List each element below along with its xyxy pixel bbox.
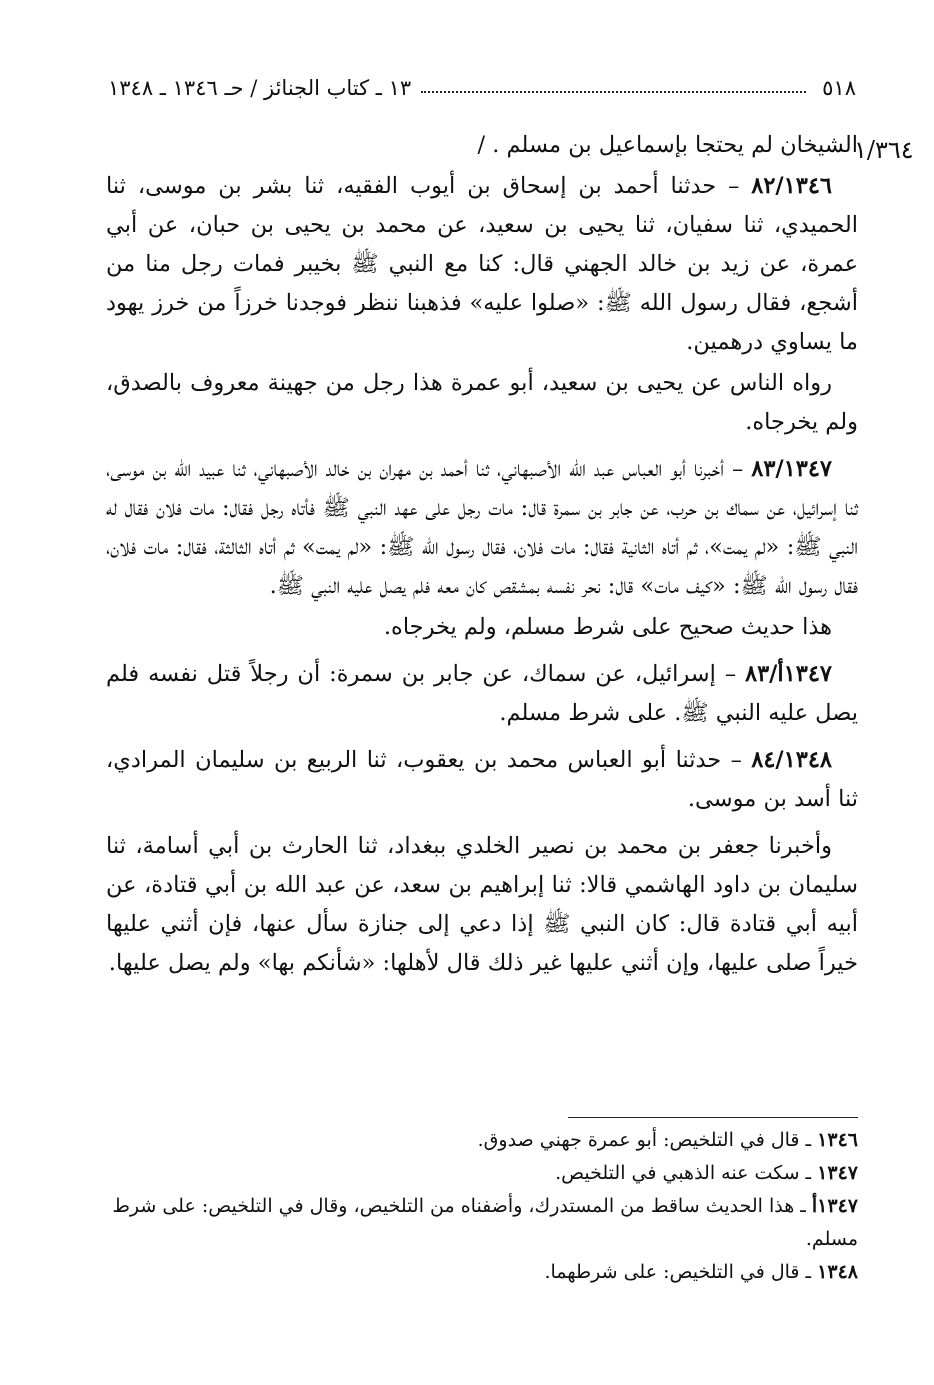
- footnote: [106, 1157, 858, 1190]
- hadith-number: ٨٣/١٣٤٧: [751, 456, 832, 482]
- footnote: [106, 1256, 858, 1289]
- hadith-1346: [106, 167, 858, 362]
- hadith-number: ٨٢/١٣٤٦: [751, 173, 832, 199]
- commentary-1347: هذا حديث صحيح على شرط مسلم، ولم يخرجاه.: [383, 614, 832, 640]
- footnote: [106, 1124, 858, 1157]
- header-dot-leader: [421, 91, 806, 93]
- hadith-text: – حدثنا أحمد بن إسحاق بن أيوب الفقيه، ثنا بشر بن موسى، ثنا الحميدي، ثنا سفيان، ثنا يحيى بن سعيد، عن محمد بن يحيى بن حبان، عن أبي عمرة، عن زيد بن خالد الجهني قال: كنا مع النبي ﷺ بخيبر فمات رجل منا من أشجع، فقال رسول الله ﷺ: «صلوا عليه» فذهبنا ننظر فوجدنا خرزاً من خرز يهود ما يساوي درهمين.: [106, 173, 858, 355]
- footnotes: [106, 1124, 858, 1289]
- continuation-paragraph: الشيخان لم يحتجا بإسماعيل بن مسلم . /: [477, 132, 858, 158]
- hadith-1347: [106, 450, 858, 606]
- commentary-1346: رواه الناس عن يحيى بن سعيد، أبو عمرة هذا رجل من جهينة معروف بالصدق، ولم يخرجاه.: [106, 370, 858, 435]
- hadith-1348: [106, 741, 858, 819]
- margin-reference: ١/٣٦٤: [854, 136, 914, 164]
- hadith-number: ١٣٤٧أ/٨٣: [745, 661, 832, 687]
- footnote: [106, 1190, 858, 1256]
- running-title: ١٣ ـ كتاب الجنائز / حـ ١٣٤٦ ـ ١٣٤٨: [108, 76, 412, 100]
- hadith-text: – إسرائيل، عن سماك، عن جابر بن سمرة: أن رجلاً قتل نفسه فلم يصل عليه النبي ﷺ. على شرط مسلم.: [106, 661, 858, 726]
- footnote-text: ـ سكت عنه الذهبي في التلخيص.: [555, 1162, 818, 1184]
- page-number: ٥١٨: [822, 76, 856, 100]
- footnote-divider: [568, 1117, 858, 1118]
- footnote-number: ١٣٤٧أ: [811, 1195, 858, 1217]
- footnote-number: ١٣٤٧: [817, 1162, 858, 1184]
- commentary-1348: وأخبرنا جعفر بن محمد بن نصير الخلدي ببغداد، ثنا الحارث بن أبي أسامة، ثنا سليمان بن داود الهاشمي قالا: ثنا إبراهيم بن سعد، عن عبد الله بن أبي قتادة، عن أبيه أبي قتادة قال: كان النبي ﷺ إذا دعي إلى جنازة سأل عنها، فإن أثني عليها خيراً صلى عليها، وإن أثني عليها غير ذلك قال لأهلها: «شأنكم بها» ولم يصل عليها.: [106, 833, 858, 976]
- page-header: [108, 70, 856, 106]
- footnote-text: ـ قال في التلخيص: على شرطهما.: [544, 1261, 818, 1283]
- footnote-text: ـ هذا الحديث ساقط من المستدرك، وأضفناه من التلخيص، وقال في التلخيص: على شرط مسلم.: [112, 1195, 858, 1250]
- main-text: [106, 126, 858, 985]
- hadith-text: – حدثنا أبو العباس محمد بن يعقوب، ثنا الربيع بن سليمان المرادي، ثنا أسد بن موسى.: [106, 747, 858, 812]
- footnote-number: ١٣٤٨: [817, 1261, 858, 1283]
- footnote-text: ـ قال في التلخيص: أبو عمرة جهني صدوق.: [477, 1129, 818, 1151]
- hadith-number: ٨٤/١٣٤٨: [751, 747, 832, 773]
- hadith-text: – أخبرنا أبو العباس عبد الله الأصبهاني، ثنا أحمد بن مهران بن خالد الأصبهاني، ثنا عبيد الله بن موسى، ثنا إسرائيل، عن سماك بن حرب، عن جابر بن سمرة قال: مات رجل على عهد النبي ﷺ فأتاه رجل فقال: مات فلان فقال له النبي ﷺ: «لم يمت»، ثم أتاه الثانية فقال: مات فلان، فقال رسول الله ﷺ: «لم يمت» ثم أتاه الثالثة، فقال: مات فلان، فقال رسول الله ﷺ: «كيف مات» قال: نحر نفسه بمشقص كان معه فلم يصل عليه النبي ﷺ.: [106, 456, 858, 599]
- hadith-1347a: [106, 655, 858, 733]
- footnote-number: ١٣٤٦: [817, 1129, 858, 1151]
